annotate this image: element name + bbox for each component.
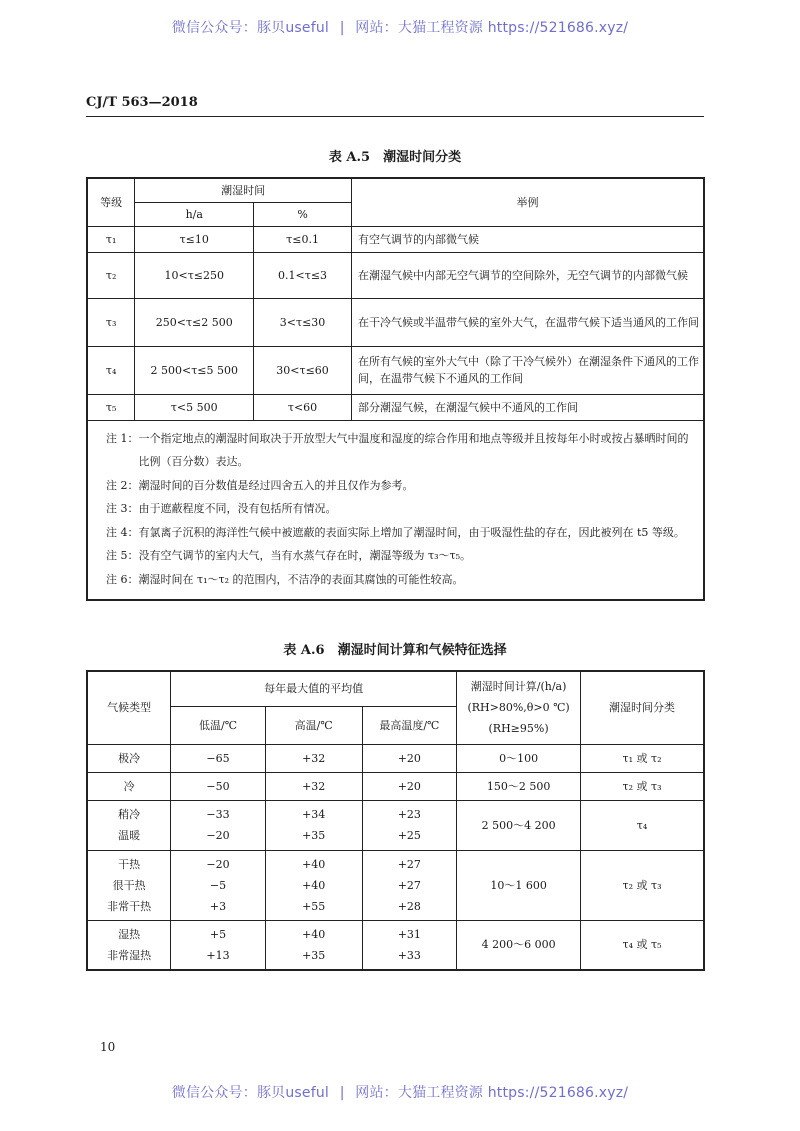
watermark-separator: | [339,20,345,36]
low-temp-value: +3 [209,899,227,913]
table-a5 [86,177,705,601]
low-temp-value: −5 [209,878,227,892]
note-item [106,544,697,568]
note-item [106,521,697,545]
header-max-humidity: 最高温度/℃ [362,706,457,744]
high-temp-cell [265,850,362,920]
grade-cell: τ₅ [87,394,135,420]
wet-calc-cell: 150～2 500 [457,772,581,800]
max-humidity-value: +23 [397,808,421,821]
watermark-left-text: 微信公众号：豚贝useful [171,20,330,36]
header-wet-calc-line2: (RH>80%,θ>0 ℃) [467,701,570,715]
note-text: 由于遮蔽程度不同，没有包括所有情况。 [138,502,337,515]
note-item [106,497,697,521]
table-a6 [86,670,705,971]
note-prefix: 注 2： [106,478,139,492]
header-wet-calc [457,671,581,744]
table-row [87,252,704,298]
climate-type-cell: 极冷 [87,744,171,772]
wet-class-cell: τ₂ 或 τ₃ [581,772,705,800]
example-cell: 在所有气候的室外大气中（除了干冷气候外）在潮湿条件下通风的工作间，在温带气候下不通风的工作间 [351,346,704,394]
hours-cell: 10<τ≤250 [135,252,254,298]
high-temp-value: +40 [302,927,326,941]
wet-calc-cell: 4 200～6 000 [457,920,581,970]
hours-cell: 250<τ≤2 500 [135,298,254,346]
low-temp-value: −20 [206,857,230,871]
header-low-temp: 低温/℃ [171,706,266,744]
note-item [106,427,697,474]
wet-class-cell: τ₁ 或 τ₂ [581,744,705,772]
example-cell: 在干冷气候或半温带气候的室外大气，在温带气候下适当通风的工作间 [351,298,704,346]
low-temp-value: −20 [206,829,230,842]
max-humidity-value: +28 [397,899,421,913]
max-humidity-cell [362,800,457,850]
high-temp-value: +55 [302,899,326,913]
low-temp-value: −33 [206,808,230,821]
grade-cell: τ₃ [87,298,135,346]
standard-code: CJ/T 563—2018 [86,95,198,110]
watermark-bottom [0,1082,800,1102]
climate-type-label: 非常湿热 [107,948,152,962]
table-a5-caption: 表 A.5 潮湿时间分类 [328,150,462,165]
high-temp-value: +40 [302,878,326,892]
climate-type-cell: 冷 [87,772,171,800]
table-row [87,226,704,252]
table-a6-caption: 表 A.6 潮湿时间计算和气候特征选择 [283,643,507,658]
note-item [106,474,697,498]
note-text: 没有空气调节的室内大气，当有水蒸气存在时，潮湿等级为 τ₃～τ₅。 [138,549,471,562]
header-wet-calc-line1: 潮湿时间计算/(h/a) [470,680,567,694]
hours-cell: τ<5 500 [135,394,254,420]
max-humidity-value: +27 [397,878,421,892]
header-climate-type: 气候类型 [87,671,171,744]
note-text: 有氯离子沉积的海洋性气候中被遮蔽的表面实际上增加了潮湿时间，由于吸湿性盐的存在，因此被列在 t5 等级。 [138,525,685,539]
max-humidity-value: +33 [397,948,421,962]
table-row [87,800,704,850]
low-temp-cell: −65 [171,744,266,772]
table-row [87,920,704,970]
low-temp-cell [171,850,266,920]
climate-type-label: 很干热 [112,878,146,892]
grade-cell: τ₁ [87,226,135,252]
climate-type-cell [87,850,171,920]
note-text: 潮湿时间的百分数值是经过四舍五入的并且仅作为参考。 [138,478,414,492]
watermark-right-text: 网站：大猫工程资源 https://521686.xyz/ [355,1085,629,1101]
max-humidity-cell [362,850,457,920]
grade-cell: τ₂ [87,252,135,298]
wet-class-cell: τ₂ 或 τ₃ [581,850,705,920]
percent-cell: 30<τ≤60 [254,346,352,394]
watermark-top [0,17,800,37]
hours-cell: 2 500<τ≤5 500 [135,346,254,394]
wet-class-cell: τ₄ 或 τ₅ [581,920,705,970]
note-prefix: 注 3： [106,502,139,515]
header-example: 举例 [351,178,704,226]
header-grade: 等级 [87,178,135,226]
low-temp-cell [171,920,266,970]
grade-cell: τ₄ [87,346,135,394]
wet-class-cell: τ₄ [581,800,705,850]
climate-type-label: 干热 [118,857,141,871]
high-temp-value: +34 [302,808,326,821]
example-cell: 在潮湿气候中内部无空气调节的空间除外，无空气调节的内部微气候 [351,252,704,298]
note-item [106,568,697,592]
header-unit-pct: % [254,202,352,226]
max-humidity-value: +31 [397,927,421,941]
table-row [87,744,704,772]
note-prefix: 注 6： [106,572,139,586]
note-prefix: 注 1： [106,431,139,445]
percent-cell: τ≤0.1 [254,226,352,252]
note-prefix: 注 4： [106,525,139,539]
low-temp-value: +5 [209,927,227,941]
notes-block [87,420,704,600]
high-temp-cell: +32 [265,744,362,772]
max-humidity-cell: +20 [362,772,457,800]
low-temp-cell [171,800,266,850]
low-temp-cell: −50 [171,772,266,800]
header-wet-class: 潮湿时间分类 [581,671,705,744]
high-temp-value: +35 [302,829,326,842]
climate-type-label: 非常干热 [107,899,152,913]
percent-cell: τ<60 [254,394,352,420]
header-annual-max-avg: 每年最大值的平均值 [171,671,457,706]
high-temp-value: +40 [302,857,326,871]
climate-type-label: 湿热 [118,927,141,941]
hours-cell: τ≤10 [135,226,254,252]
header-wet-time: 潮湿时间 [135,178,352,202]
note-prefix: 注 5： [106,549,139,562]
climate-type-label: 稍冷 [118,808,141,821]
max-humidity-cell: +20 [362,744,457,772]
example-cell: 部分潮湿气候，在潮湿气候中不通风的工作间 [351,394,704,420]
watermark-left-text: 微信公众号：豚贝useful [171,1085,330,1101]
high-temp-cell [265,920,362,970]
max-humidity-value: +25 [397,829,421,842]
table-row [87,298,704,346]
page-number: 10 [100,1040,116,1054]
high-temp-cell: +32 [265,772,362,800]
note-text: 潮湿时间在 τ₁～τ₂ 的范围内，不洁净的表面其腐蚀的可能性较高。 [138,572,464,586]
climate-type-label: 温暖 [118,829,141,842]
watermark-right-text: 网站：大猫工程资源 https://521686.xyz/ [355,20,629,36]
high-temp-value: +35 [302,948,326,962]
climate-type-cell [87,920,171,970]
wet-calc-cell: 0～100 [457,744,581,772]
table-row [87,850,704,920]
watermark-separator: | [339,1085,345,1101]
low-temp-value: +13 [206,948,230,962]
example-cell: 有空气调节的内部微气候 [351,226,704,252]
percent-cell: 0.1<τ≤3 [254,252,352,298]
header-wet-calc-line3: (RH≥95%) [488,722,549,736]
table-row [87,772,704,800]
header-divider [86,116,704,117]
climate-type-cell [87,800,171,850]
percent-cell: 3<τ≤30 [254,298,352,346]
table-row [87,394,704,420]
max-humidity-value: +27 [397,857,421,871]
header-high-temp: 高温/℃ [265,706,362,744]
wet-calc-cell: 2 500～4 200 [457,800,581,850]
table-row [87,346,704,394]
high-temp-cell [265,800,362,850]
note-text: 一个指定地点的潮湿时间取决于开放型大气中温度和湿度的综合作用和地点等级并且按每年小时或按占暴晒时间的比例（百分数）表达。 [138,431,689,468]
header-unit-h: h/a [135,202,254,226]
wet-calc-cell: 10～1 600 [457,850,581,920]
max-humidity-cell [362,920,457,970]
